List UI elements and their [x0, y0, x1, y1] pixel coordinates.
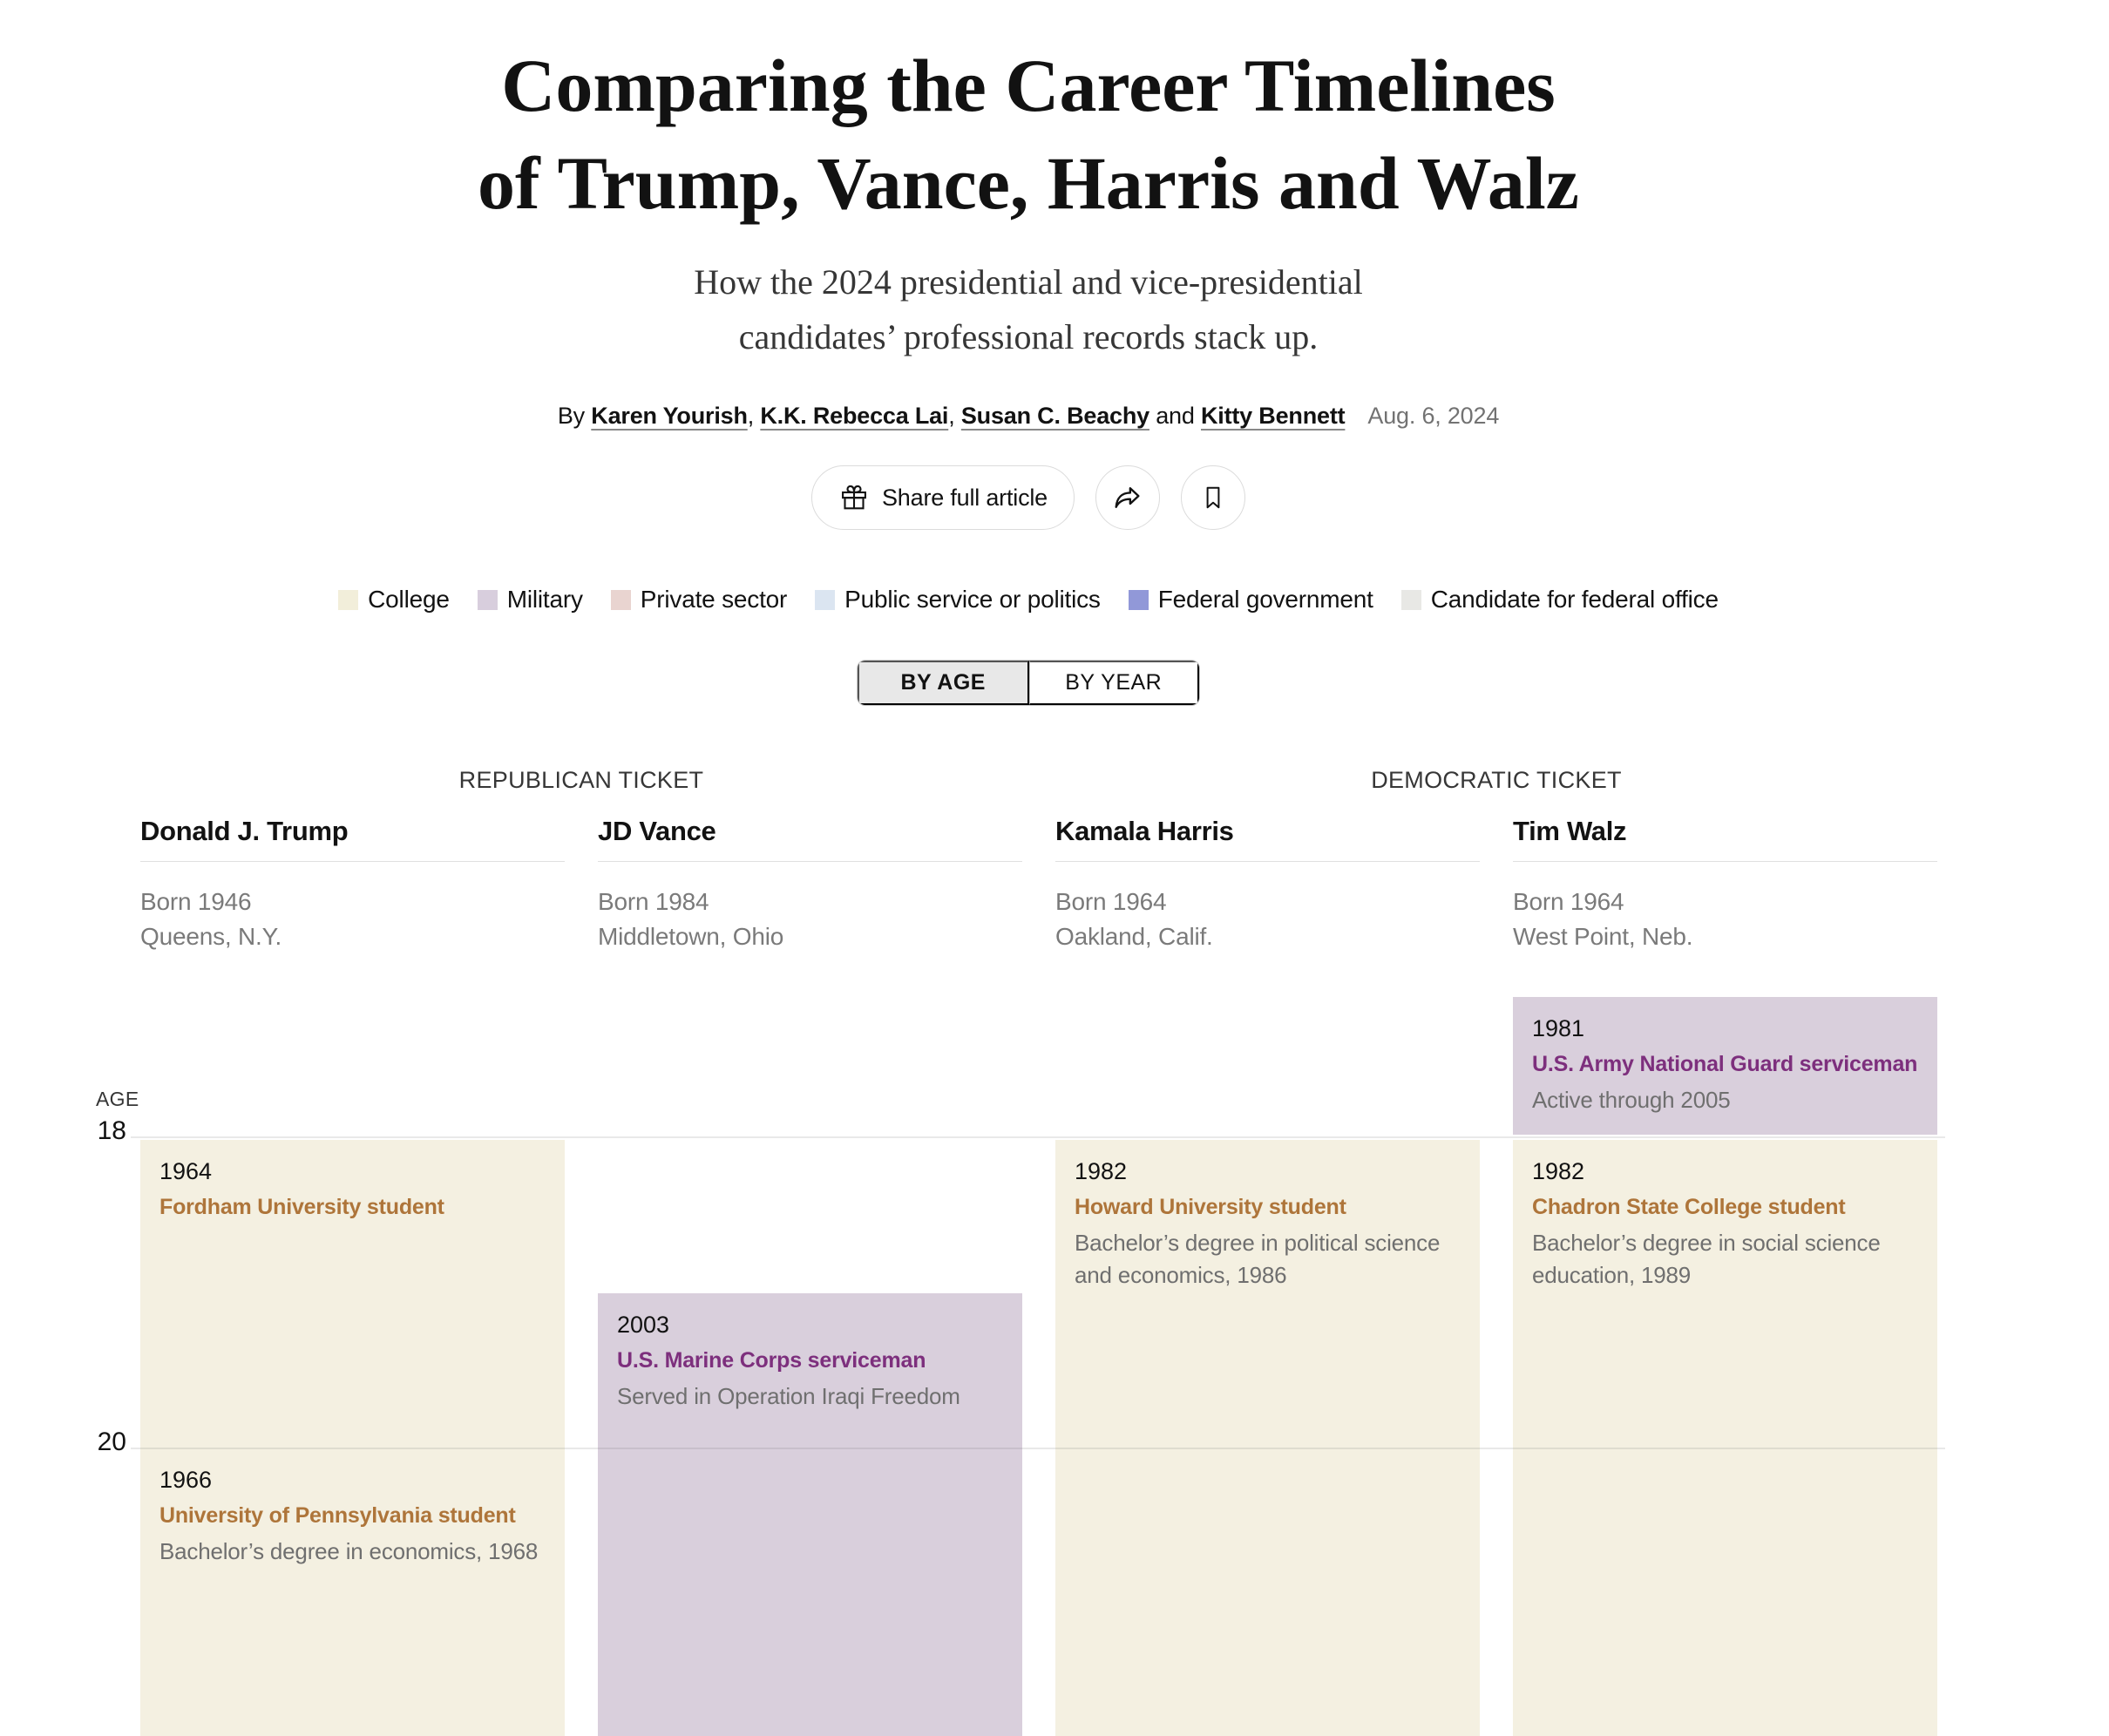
publish-date: Aug. 6, 2024	[1367, 403, 1500, 429]
legend-item-candidate	[1401, 586, 1719, 614]
timeline-block-walz-chadron	[1513, 1140, 1937, 1736]
age-tick-18: 18	[97, 1116, 126, 1145]
article-header	[0, 0, 2057, 749]
born-year: Born 1946	[140, 888, 252, 915]
header-rule	[1513, 861, 1937, 862]
birthplace: Oakland, Calif.	[1055, 923, 1213, 950]
legend-label: College	[368, 586, 450, 613]
title-line-1: Comparing the Career Timelines	[501, 44, 1556, 127]
gift-icon	[838, 482, 870, 513]
header-rule	[140, 861, 565, 862]
byline	[0, 403, 2057, 430]
event-description: Active through 2005	[1532, 1087, 1731, 1113]
share-full-article-button[interactable]	[811, 465, 1075, 530]
gridline-age-18	[131, 1136, 1945, 1138]
legend-swatch	[1129, 590, 1149, 610]
event-title: Fordham University student	[159, 1195, 444, 1219]
legend-item-public-service	[815, 586, 1101, 614]
timeline-block-trump-fordham	[140, 1140, 565, 1448]
toggle-by-age[interactable]: BY AGE	[858, 661, 1029, 705]
candidate-name: Tim Walz	[1513, 816, 1627, 846]
candidate-name: Donald J. Trump	[140, 816, 349, 846]
age-axis-label: AGE	[96, 1088, 139, 1110]
article-actions	[0, 465, 2057, 530]
timeline-block-harris-howard	[1055, 1140, 1480, 1736]
event-year: 1982	[1075, 1158, 1128, 1184]
candidate-bio	[140, 885, 565, 954]
share-full-article-label: Share full article	[882, 484, 1048, 511]
candidate-bio	[1513, 885, 1937, 954]
born-year: Born 1964	[1055, 888, 1167, 915]
event-title: U.S. Army National Guard serviceman	[1532, 1052, 1918, 1076]
bookmark-icon	[1199, 484, 1227, 512]
event-description: Served in Operation Iraqi Freedom	[617, 1383, 960, 1409]
born-year: Born 1984	[598, 888, 709, 915]
legend-swatch	[478, 590, 498, 610]
timeline-block-walz-national-guard	[1513, 997, 1937, 1135]
author-link-4[interactable]: Kitty Bennett	[1201, 403, 1346, 429]
candidate-header-harris	[1055, 816, 1480, 954]
author-link-3[interactable]: Susan C. Beachy	[960, 403, 1149, 429]
event-title: Howard University student	[1075, 1195, 1346, 1219]
subtitle-line-2: candidates’ professional records stack up.	[738, 317, 1319, 356]
legend-label: Private sector	[640, 586, 788, 613]
share-arrow-icon	[1111, 481, 1144, 514]
page-title	[0, 37, 2057, 232]
legend-swatch	[611, 590, 631, 610]
subtitle-line-1: How the 2024 presidential and vice-presidential	[694, 262, 1363, 302]
born-year: Born 1964	[1513, 888, 1624, 915]
event-year: 1982	[1532, 1158, 1585, 1184]
candidate-header-trump	[140, 816, 565, 954]
author-link-2[interactable]: K.K. Rebecca Lai	[760, 403, 949, 429]
candidate-name: Kamala Harris	[1055, 816, 1234, 846]
event-title: U.S. Marine Corps serviceman	[617, 1348, 926, 1373]
event-year: 1966	[159, 1467, 213, 1493]
event-title: University of Pennsylvania student	[159, 1503, 516, 1528]
legend-item-private-sector	[611, 586, 787, 614]
birthplace: West Point, Neb.	[1513, 923, 1693, 950]
event-year: 1981	[1532, 1015, 1585, 1041]
save-button[interactable]	[1181, 465, 1245, 530]
birthplace: Middletown, Ohio	[598, 923, 784, 950]
legend-item-college	[338, 586, 450, 614]
subtitle	[0, 254, 2057, 364]
author-link-1[interactable]: Karen Yourish	[591, 403, 748, 429]
legend-label: Public service or politics	[844, 586, 1101, 613]
legend-item-military	[478, 586, 583, 614]
legend-label: Military	[506, 586, 583, 613]
ticket-label-republican: REPUBLICAN TICKET	[458, 767, 704, 793]
ticket-label-democratic: DEMOCRATIC TICKET	[1371, 767, 1622, 793]
title-line-2: of Trump, Vance, Harris and Walz	[478, 141, 1579, 225]
byline-separator: and	[1149, 403, 1201, 429]
category-legend	[0, 586, 2057, 614]
event-year: 1964	[159, 1158, 213, 1184]
event-description: Bachelor’s degree in economics, 1968	[159, 1538, 539, 1564]
event-title: Chadron State College student	[1532, 1195, 1846, 1219]
candidate-name: JD Vance	[598, 816, 716, 846]
timeline-block-trump-penn	[140, 1448, 565, 1736]
share-button[interactable]	[1095, 465, 1160, 530]
view-toggle	[857, 660, 1200, 706]
legend-label: Candidate for federal office	[1430, 586, 1719, 613]
legend-label: Federal government	[1157, 586, 1373, 613]
byline-separator: ,	[948, 403, 961, 429]
event-description: Bachelor’s degree in political science and economics, 1986	[1075, 1230, 1441, 1288]
candidate-bio	[1055, 885, 1480, 954]
candidate-bio	[598, 885, 1022, 954]
byline-separator: ,	[747, 403, 761, 429]
header-rule	[598, 861, 1022, 862]
byline-prefix: By	[557, 403, 592, 429]
candidate-header-vance	[598, 816, 1022, 954]
legend-swatch	[1401, 590, 1421, 610]
legend-swatch	[338, 590, 358, 610]
age-tick-20: 20	[97, 1427, 126, 1456]
header-rule	[1055, 861, 1480, 862]
legend-item-federal-government	[1129, 586, 1373, 614]
event-description: Bachelor’s degree in social science education, 1989	[1532, 1230, 1881, 1288]
candidate-header-walz	[1513, 816, 1937, 954]
birthplace: Queens, N.Y.	[140, 923, 282, 950]
toggle-by-year[interactable]: BY YEAR	[1029, 661, 1200, 705]
timeline-block-vance-marines	[598, 1293, 1022, 1736]
legend-swatch	[815, 590, 835, 610]
event-year: 2003	[617, 1312, 670, 1338]
